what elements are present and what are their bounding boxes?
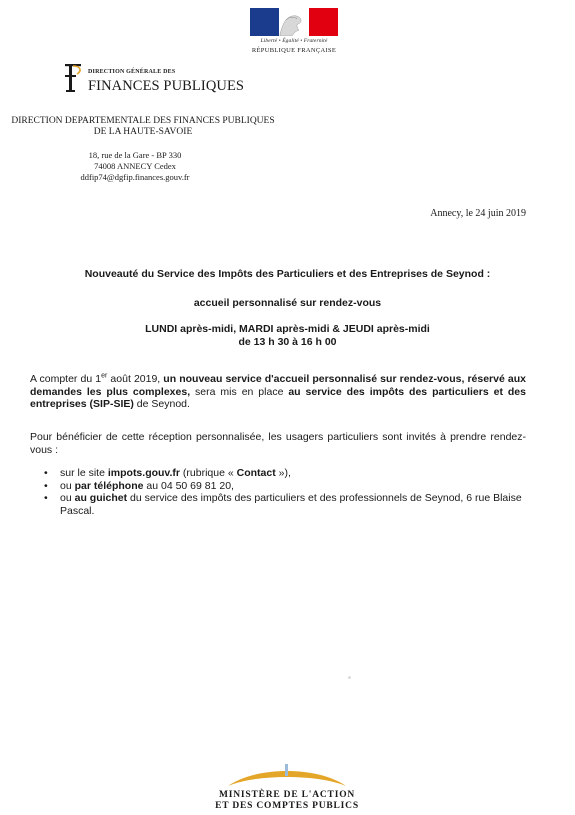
list-item-website <box>40 467 530 480</box>
letter-date: Annecy, le 24 juin 2019 <box>430 208 526 219</box>
dgfip-title-large: FINANCES PUBLIQUES <box>88 78 245 94</box>
para1-superscript: er <box>101 372 108 380</box>
paragraph-announcement <box>30 373 526 411</box>
para1-text-d: sera mis en place <box>190 385 289 398</box>
republic-name: RÉPUBLIQUE FRANÇAISE <box>251 47 337 54</box>
bullet3-counter: au guichet <box>74 492 128 505</box>
republic-motto: Liberté • Égalité • Fraternité <box>260 38 328 44</box>
republique-francaise-logo <box>248 8 340 64</box>
contact-options-list <box>40 467 530 517</box>
sender-address-city: 74008 ANNECY Cedex <box>94 161 176 171</box>
heading-sub: accueil personnalisé sur rendez-vous <box>193 297 382 309</box>
list-item-phone <box>40 480 530 493</box>
heading-days: LUNDI après-midi, MARDI après-midi & JEUDI après-midi <box>145 323 430 335</box>
bullet3-text-c: du service des impôts des particuliers et des professionnels de Seynod, 6 rue Blaise Pascal. <box>60 492 522 517</box>
bullet2-text-c: au 04 50 69 81 20, <box>143 479 234 492</box>
ministry-name <box>160 790 414 812</box>
scan-speck <box>348 676 351 679</box>
bullet2-phone: par téléphone <box>74 479 144 492</box>
bullet3-text-a: ou <box>60 492 75 505</box>
marianne-flag-icon <box>250 8 338 36</box>
para1-text-a: A compter du 1 <box>30 373 102 385</box>
dgfip-logo <box>60 62 245 96</box>
paragraph-instructions: Pour bénéficier de cette réception personnalisée, les usagers particuliers sont invités à prendre rendez-vous : <box>30 431 526 456</box>
dgfip-title-small: DIRECTION GÉNÉRALE DES <box>88 69 176 75</box>
heading-hours: de 13 h 30 à 16 h 00 <box>238 336 337 348</box>
ministry-line-1: MINISTÈRE DE L'ACTION <box>218 790 356 800</box>
sender-block <box>8 116 278 138</box>
para1-text-b: août 2019, <box>107 373 164 385</box>
bullet1-text-a: sur le site <box>60 467 108 479</box>
sender-address-street: 18, rue de la Gare - BP 330 <box>88 150 182 160</box>
bullet1-contact: Contact <box>236 467 276 479</box>
bullet2-text-a: ou <box>60 479 75 492</box>
sender-line-2: DE LA HAUTE-SAVOIE <box>93 127 193 137</box>
dgfip-f-icon <box>60 62 86 94</box>
list-item-counter <box>40 492 530 517</box>
sender-email: ddfip74@dgfip.finances.gouv.fr <box>80 172 190 182</box>
heading-main: Nouveauté du Service des Impôts des Particuliers et des Entreprises de Seynod : <box>84 268 491 280</box>
para1-text-f: de Seynod. <box>133 398 190 411</box>
bullet-marker: • <box>44 492 48 505</box>
bullet1-text-c: (rubrique « <box>180 467 237 479</box>
bullet1-text-e: »), <box>275 467 291 479</box>
para1-bold-sip-sie: au service des impôts des particuliers et des entreprises (SIP-SIE) <box>30 385 526 411</box>
bullet-marker: • <box>44 479 48 492</box>
bullet-marker: • <box>44 467 48 479</box>
sender-address <box>60 150 210 183</box>
ministry-line-2: ET DES COMPTES PUBLICS <box>215 801 359 811</box>
bullet1-site: impots.gouv.fr <box>107 467 180 479</box>
sender-line-1: DIRECTION DEPARTEMENTALE DES FINANCES PUBLIQUES <box>11 116 275 126</box>
ministry-arc-icon <box>226 762 348 788</box>
para1-bold-service: un nouveau service d'accueil personnalisé sur rendez-vous, réservé aux demandes les plus complexes, <box>30 373 526 398</box>
